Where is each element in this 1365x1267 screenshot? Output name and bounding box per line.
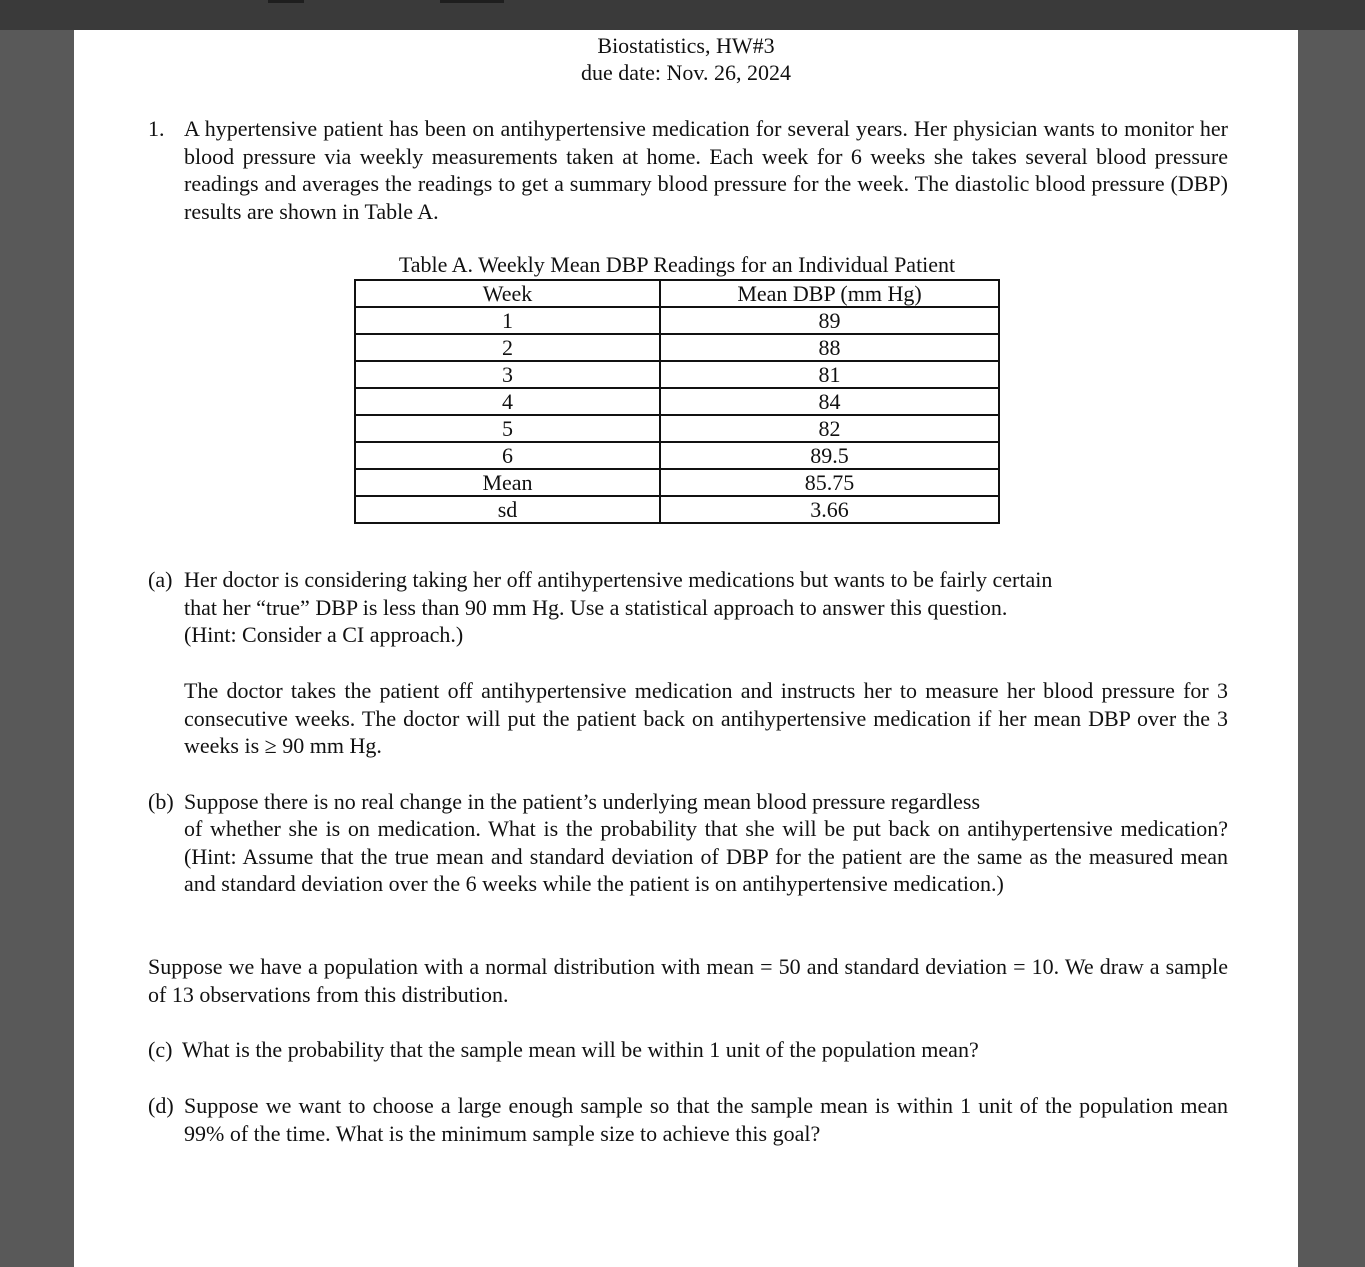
part-b-first-line: Suppose there is no real change in the patient’s underlying mean blood pressure regardless bbox=[184, 789, 981, 814]
table-row bbox=[355, 361, 999, 388]
week-cell: 2 bbox=[355, 334, 660, 361]
table-row bbox=[355, 442, 999, 469]
table-caption: Table A. Weekly Mean DBP Readings for an Individual Patient bbox=[398, 252, 956, 277]
document-page bbox=[74, 30, 1298, 1267]
toolbar-tab-indicator[interactable] bbox=[440, 0, 504, 3]
viewer-toolbar bbox=[0, 0, 1365, 30]
table-row bbox=[355, 388, 999, 415]
part-d-label: (d) bbox=[148, 1093, 174, 1118]
dbp-cell: 84 bbox=[660, 388, 999, 415]
interlude-text: The doctor takes the patient off antihypertensive medication and instructs her to measure her blood pressure for 3 consecutive weeks. The doctor will put the patient back on antihypertensive medication if her mean DBP over the 3 weeks is ≥ 90 mm Hg. bbox=[184, 678, 1228, 758]
dbp-cell: 89 bbox=[660, 307, 999, 334]
table-row-sd bbox=[355, 496, 999, 523]
toolbar-tab-indicator[interactable] bbox=[268, 0, 304, 3]
week-cell: 3 bbox=[355, 361, 660, 388]
table-header-row bbox=[355, 280, 999, 307]
part-b-label: (b) bbox=[148, 789, 174, 814]
mean-value-cell: 85.75 bbox=[660, 469, 999, 496]
dbp-cell: 89.5 bbox=[660, 442, 999, 469]
dbp-table bbox=[354, 279, 1000, 524]
week-cell: 4 bbox=[355, 388, 660, 415]
table-row-mean bbox=[355, 469, 999, 496]
part-a-text: Her doctor is considering taking her off antihypertensive medications but wants to be fairly certain that her “true” DBP is less than 90 mm Hg. Use a statistical approach to answer this question. (Hint: Consider a CI approach.) bbox=[184, 567, 1053, 647]
population-setup-text: Suppose we have a population with a normal distribution with mean = 50 and standard deviation = 10. We draw a sample of 13 observations from this distribution. bbox=[148, 954, 1228, 1007]
mean-label-cell: Mean bbox=[355, 469, 660, 496]
problem-intro: A hypertensive patient has been on antihypertensive medication for several years. Her physician wants to monitor her blood pressure via weekly measurements taken at home. Each week for 6 weeks she takes several blood pressure readings and averages the readings to get a summary blood pressure for the week. The diastolic blood pressure (DBP) results are shown in Table A. bbox=[184, 116, 1228, 224]
table-row bbox=[355, 334, 999, 361]
week-cell: 6 bbox=[355, 442, 660, 469]
sd-label-cell: sd bbox=[355, 496, 660, 523]
part-b-text: of whether she is on medication. What is the probability that she will be put back on antihypertensive medication? (Hint: Assume that the true mean and standard deviation of DBP for the patient are the same as the measured mean and standard deviation over the 6 weeks while the patient is on antihypertensive medication.) bbox=[184, 816, 1228, 896]
sd-value-cell: 3.66 bbox=[660, 496, 999, 523]
table-row bbox=[355, 307, 999, 334]
part-a-label: (a) bbox=[148, 567, 173, 592]
column-header-mean-dbp: Mean DBP (mm Hg) bbox=[660, 280, 999, 307]
document-title: Biostatistics, HW#3 bbox=[597, 33, 775, 58]
table-row bbox=[355, 415, 999, 442]
dbp-cell: 81 bbox=[660, 361, 999, 388]
dbp-cell: 88 bbox=[660, 334, 999, 361]
due-date: due date: Nov. 26, 2024 bbox=[581, 60, 791, 85]
part-c-text: What is the probability that the sample mean will be within 1 unit of the population mean? bbox=[182, 1037, 979, 1062]
part-c-label: (c) bbox=[148, 1037, 173, 1062]
week-cell: 5 bbox=[355, 415, 660, 442]
column-header-week: Week bbox=[355, 280, 660, 307]
week-cell: 1 bbox=[355, 307, 660, 334]
dbp-cell: 82 bbox=[660, 415, 999, 442]
problem-number: 1. bbox=[148, 116, 165, 141]
part-d-text: Suppose we want to choose a large enough sample so that the sample mean is within 1 unit of the population mean 99% of the time. What is the minimum sample size to achieve this goal? bbox=[184, 1093, 1228, 1146]
